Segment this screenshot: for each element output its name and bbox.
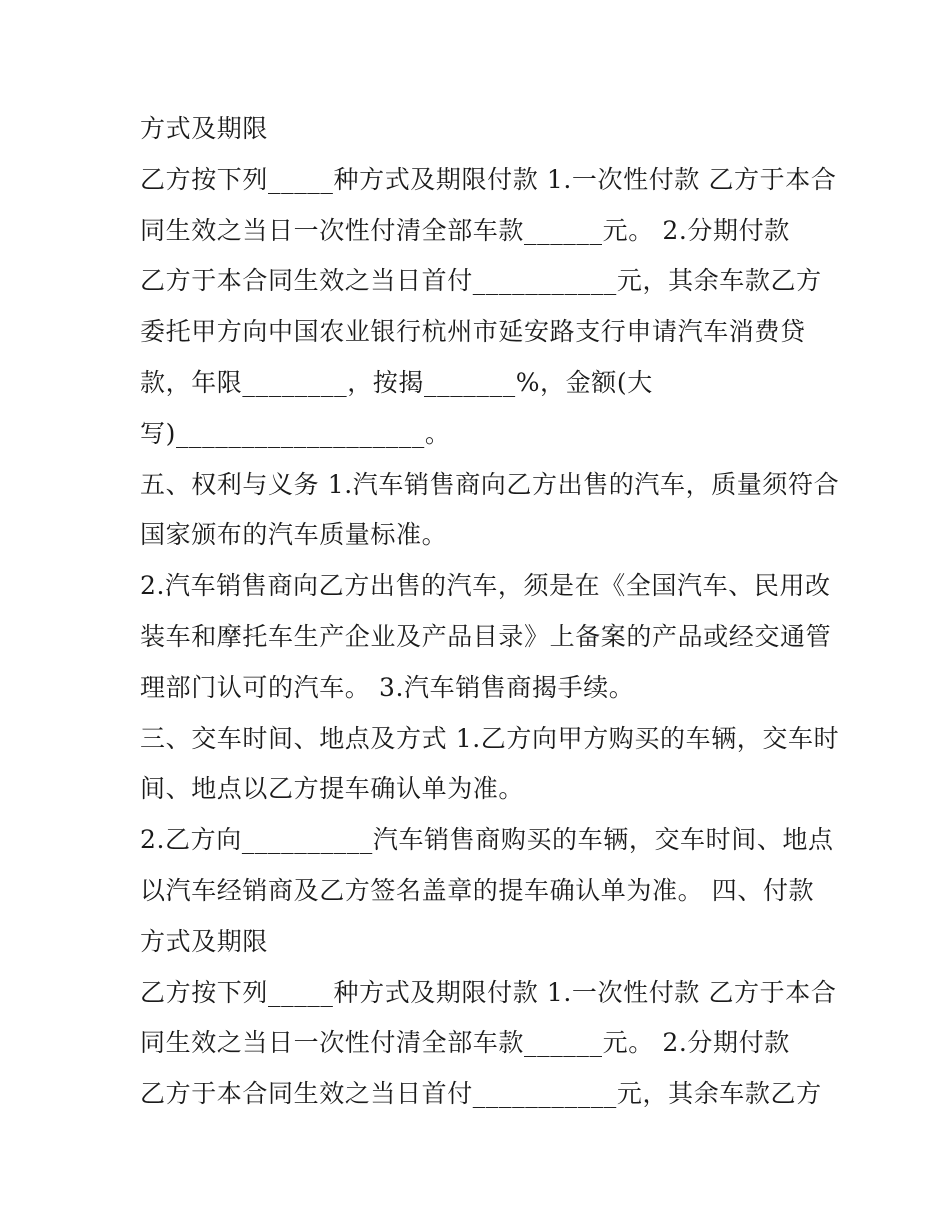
text-line: 乙方于本合同生效之当日首付___________元，其余车款乙方 bbox=[140, 266, 822, 296]
text-line: 款，年限________，按揭_______%，金额(大 bbox=[140, 367, 653, 397]
text-line: 五、权利与义务 1.汽车销售商向乙方出售的汽车，质量须符合 bbox=[140, 469, 840, 499]
text-line: 装车和摩托车生产企业及产品目录》上备案的产品或经交通管 bbox=[140, 621, 832, 651]
text-line: 2.乙方向__________汽车销售商购买的车辆，交车时间、地点 bbox=[140, 825, 834, 855]
text-line: 同生效之当日一次性付清全部车款______元。 2.分期付款 bbox=[140, 1028, 790, 1058]
text-line: 三、交车时间、地点及方式 1.乙方向甲方购买的车辆，交车时 bbox=[140, 723, 840, 753]
text-line: 方式及期限 bbox=[140, 114, 269, 143]
text-line: 同生效之当日一次性付清全部车款______元。 2.分期付款 bbox=[140, 215, 790, 245]
text-line: 国家颁布的汽车质量标准。 bbox=[140, 520, 448, 550]
text-line: 乙方于本合同生效之当日首付___________元，其余车款乙方 bbox=[140, 1079, 822, 1109]
text-line: 间、地点以乙方提车确认单为准。 bbox=[140, 774, 525, 804]
document-body bbox=[140, 104, 840, 1120]
text-line: 理部门认可的汽车。 3.汽车销售商揭手续。 bbox=[140, 672, 635, 702]
text-line: 方式及期限 bbox=[140, 926, 269, 956]
text-line: 2.汽车销售商向乙方出售的汽车，须是在《全国汽车、民用改 bbox=[140, 571, 831, 601]
text-line: 写)___________________。 bbox=[140, 418, 451, 448]
text-line: 乙方按下列_____种方式及期限付款 1.一次性付款 乙方于本合 bbox=[140, 164, 837, 194]
text-line: 委托甲方向中国农业银行杭州市延安路支行申请汽车消费贷 bbox=[140, 317, 806, 347]
text-line: 乙方按下列_____种方式及期限付款 1.一次性付款 乙方于本合 bbox=[140, 977, 837, 1007]
text-line: 以汽车经销商及乙方签名盖章的提车确认单为准。 四、付款 bbox=[140, 875, 815, 905]
